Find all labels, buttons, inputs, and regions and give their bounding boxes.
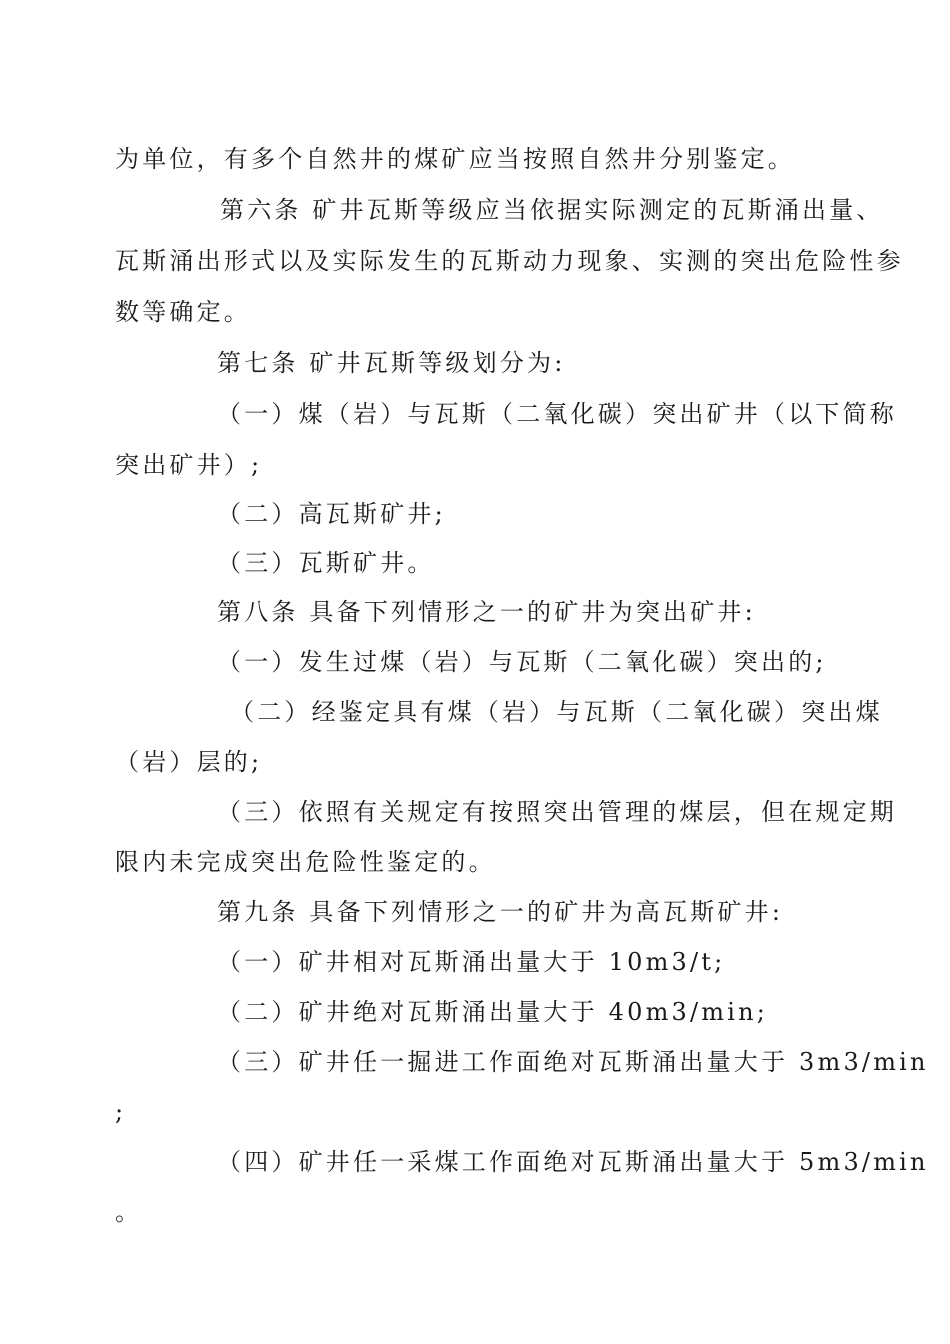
text-line: ; (115, 1098, 127, 1126)
article-6-heading-line: 第六条 矿井瓦斯等级应当依据实际测定的瓦斯涌出量、 (220, 196, 884, 224)
list-item-line: （二）经鉴定具有煤（岩）与瓦斯（二氧化碳）突出煤 (230, 698, 883, 726)
list-item-line: （一）煤（岩）与瓦斯（二氧化碳）突出矿井（以下简称 (217, 400, 897, 428)
list-item-line: （二）高瓦斯矿井; (217, 500, 446, 528)
list-item-line: （三）矿井任一掘进工作面绝对瓦斯涌出量大于 3m3/min (217, 1048, 929, 1076)
list-item-line: （二）矿井绝对瓦斯涌出量大于 40m3/min; (217, 998, 769, 1026)
text-line: 限内未完成突出危险性鉴定的。 (115, 848, 496, 876)
list-item-line: （三）依照有关规定有按照突出管理的煤层，但在规定期 (217, 798, 897, 826)
text-line: 数等确定。 (115, 298, 251, 326)
list-item-line: （一）发生过煤（岩）与瓦斯（二氧化碳）突出的; (217, 648, 827, 676)
article-8-heading-line: 第八条 具备下列情形之一的矿井为突出矿井: (217, 598, 756, 626)
list-item-line: （一）矿井相对瓦斯涌出量大于 10m3/t; (217, 948, 726, 976)
article-9-heading-line: 第九条 具备下列情形之一的矿井为高瓦斯矿井: (217, 898, 784, 926)
list-item-line: （三）瓦斯矿井。 (217, 549, 435, 577)
text-line: 突出矿井）; (115, 451, 263, 479)
text-line: 。 (115, 1198, 143, 1226)
list-item-line: （四）矿井任一采煤工作面绝对瓦斯涌出量大于 5m3/min (217, 1148, 929, 1176)
article-7-heading-line: 第七条 矿井瓦斯等级划分为: (217, 349, 566, 377)
text-line: （岩）层的; (115, 748, 263, 776)
text-line: 瓦斯涌出形式以及实际发生的瓦斯动力现象、实测的突出危险性参 (115, 247, 904, 275)
text-line: 为单位，有多个自然井的煤矿应当按照自然井分别鉴定。 (115, 145, 795, 173)
